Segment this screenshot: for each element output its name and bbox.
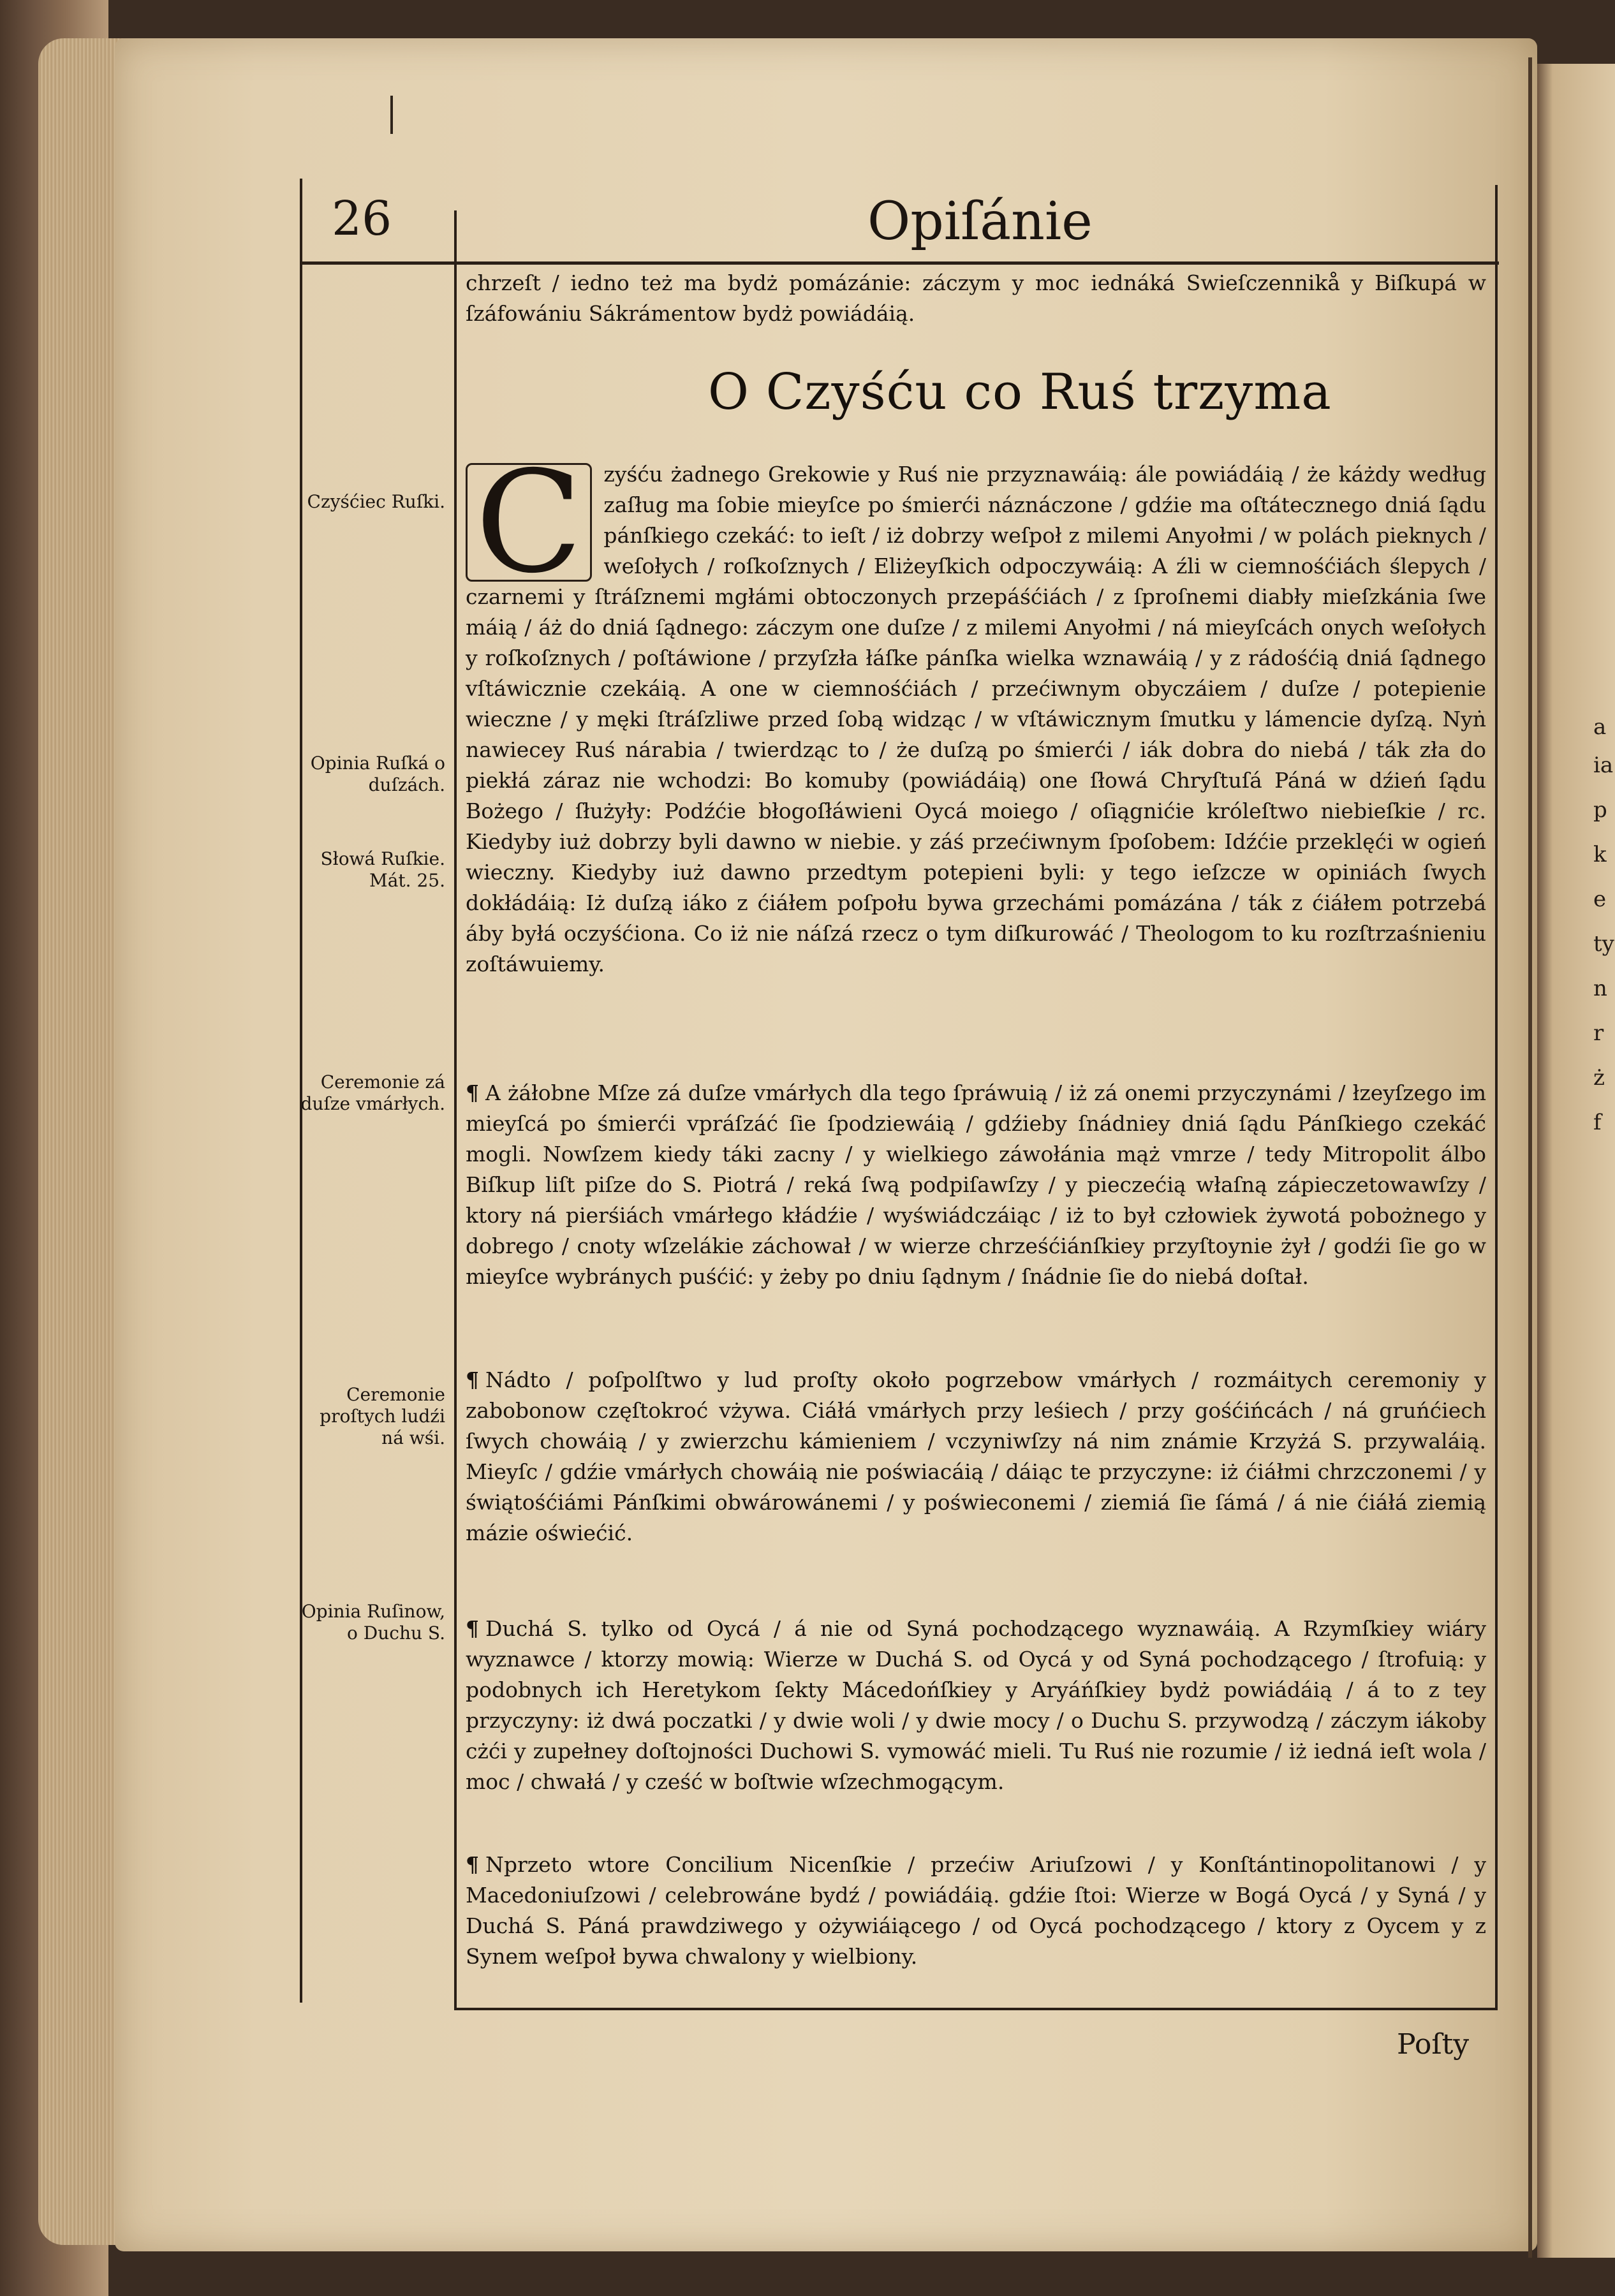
frame-rule-bottom: [454, 2008, 1498, 2010]
marginal-note: Opinia Ruſká o duſzách.: [310, 753, 445, 795]
pilcrow-icon: ¶: [466, 1367, 479, 1392]
paragraph-common-people: [466, 1365, 1486, 1549]
paragraph-funeral-masses: [466, 1078, 1486, 1292]
paragraph-text: A żáłobne Mſze zá duſze vmárłych dla tego ſpráwuią / iż zá onemi przyczynámi / łzeyſzego im mieyſcá po śmierći vpráſzáć ſie ſpodziewáią / gdźieby ſnádniey dniá ſądu Pánſkiego czekáć mogli. Nowſzem kiedy táki zacny / y wielkiego záwołánia mąż vmrze / tedy Mitropolit álbo Biſkup liſt piſze do S. Piotrá / reká ſwą podpiſawſzy / y pieczećią właſną zápieczetowawſzy / ktory ná pierśiách vmárłego kłádźie / wyświádczáiąc / iż to był człowiek żywotá pobożnego y dobrego / cnoty wſzelákie záchował / w wierze chrześćiánſkiey przyſtoynie żył / godźi ſie go w mieyſce wybránych puśćić: y żeby po dniu ſądnym / ſnádnie ſie do niebá doſtał.: [466, 1080, 1486, 1289]
paragraph-holy-spirit: [466, 1614, 1486, 1797]
facing-page-fragment: ia: [1593, 753, 1614, 778]
facing-page-fragment: r: [1593, 1020, 1604, 1046]
marginal-note: Opinia Ruſinow, o Duchu S.: [301, 1601, 445, 1644]
intro-paragraph: chrzeſt / iedno też ma bydż pomázánie: záczym y moc iednáká Swieſczennikå y Biſkupá w ſzáfowániu Sákrámentow bydż powiádáią.: [466, 270, 1486, 326]
pencil-mark: [390, 96, 393, 134]
pilcrow-icon: ¶: [466, 1616, 479, 1641]
facing-page-fragment: n: [1593, 976, 1607, 1001]
marginal-note: Czyśćiec Ruſki.: [307, 491, 445, 512]
gutter-shadow: [1528, 57, 1532, 2258]
page-number: 26: [332, 191, 392, 246]
facing-page-fragment: e: [1593, 887, 1607, 912]
pilcrow-icon: ¶: [466, 1852, 479, 1877]
marginal-note: Ceremonie zá duſze vmárłych.: [300, 1071, 445, 1114]
paragraph-council: [466, 1850, 1486, 1972]
running-head: Opiſánie: [867, 191, 1093, 252]
catchword: Poſty: [1397, 2028, 1470, 2061]
pilcrow-icon: ¶: [466, 1080, 479, 1105]
facing-page-fragment: ż: [1593, 1065, 1605, 1091]
frame-rule-right: [1495, 185, 1498, 2009]
facing-page-fragment: ty: [1593, 931, 1614, 957]
header-rule: [300, 261, 1499, 265]
marginal-note: Słowá Ruſkie. Mát. 25.: [320, 848, 445, 891]
marginal-note: Ceremonie proſtych ludźi ná wśi.: [320, 1384, 445, 1448]
section-heading: O Czyśću co Ruś trzyma: [708, 364, 1332, 421]
facing-page-fragment: a: [1593, 714, 1607, 740]
facing-page-fragment: f: [1593, 1110, 1602, 1135]
facing-page-fragment: p: [1593, 797, 1607, 823]
main-paragraph-text: zyśću żadnego Grekowie y Ruś nie przyznawáią: ále powiádáią / że káżdy według zaſług ma ſobie mieyſce po śmierći náznáczone / gdźie ma oſtátecznego dniá ſądu pánſkiego czekáć: to ieſt / iż dobrzy weſpoł z milemi Anyołmi / w polách pieknych / weſołych / roſkoſznych / Eliżeyſkich odpoczywáią: A źli w ciemnośćiách ślepych / czarnemi y ſtráſznemi mgłámi obtoczonych przepáśćiách / z ſproſnemi diabły mieſzkánia ſwe máią / áż do dniá ſądnego: záczym one duſze / z milemi Anyołmi / ná mieyſcách onych weſołych y roſkoſznych / poſtáwione / przyſzła łáſke pánſka wielka wznawáią / y z rádośćią dniá ſądnego vſtáwicznie czekáią. A one w ciemnośćiách / przećiwnym obyczáiem / duſze / potepienie wieczne / y męki ſtráſzliwe przed ſobą widząc / w vſtáwicznym ſmutku y lámencie dyſzą. Nyṅ nawiecey Ruś nárabia / twierdząc to / że duſzą po śmierći / iák dobra do niebá / ták zła do piekłá záraz nie wchodzi: Bo komuby (powiádáią) one ſłowá Chryſtuſá Páná w dźień ſądu Bożego / ſłużyły: Podźćie błogoſłáwieni Oycá moiego / oſiągnićie króleſtwo niebieſkie / rc. Kiedyby iuż dobrzy byli dawno w niebie. y záś przećiwnym ſpoſobem: Idźćie przeklęći w ogień wieczny. Kiedyby iuż dawno przedtym potepieni byli: y tego ieſzcze w opiniách ſwych dokłádáią: Iż duſzą iáko z ćiáłem poſpołu bywa grzechámi pomázána / ták z ćiáłem potrzebá áby byłá oczyśćiona. Co iż nie náſzá rzecz o tym diſkurowáć / Theologom to ku rozſtrzaśnieniu zoſtáwuiemy.: [466, 462, 1486, 976]
facing-page-edge: [1537, 64, 1615, 2258]
paragraph-text: Duchá S. tylko od Oycá / á nie od Syná pochodzącego wyznawáią. A Rzymſkiey wiáry wyznawce / ktorzy mowią: Wierze w Duchá S. od Oycá y od Syná pochodzącego / ſtrofuią: y podobnych ich Heretykom ſekty Mácedońſkiey y Aryáńſkiey bydż powiádáią / á to z tey przyczyny: iż dwá poczatki / y dwie woli / y dwie mocy / o Duchu S. przywodzą / záczym iákoby cżći y zupełney doſtojności Duchowi S. vymowáć mieli. Tu Ruś nie rozumie / iż iedná ieſt wola / moc / chwałá / y cześć w boſtwie wſzechmogącym.: [466, 1616, 1486, 1794]
paragraph-text: Nprzeto wtore Concilium Nicenſkie / przećiw Ariuſzowi / y Konſtántinopolitanowi / y Macedoniuſzowi / celebrowáne bydź / powiádáią. gdźie ſtoi: Wierze w Bogá Oycá / y Syná / y Duchá S. Páná prawdziwego y ożywiáiącego / od Oycá pochodzącego / ktory z Oycem y z Synem weſpoł bywa chwalony y wielbiony.: [466, 1852, 1486, 1969]
margin-rule: [454, 210, 457, 2009]
facing-page-fragment: k: [1593, 842, 1607, 867]
paragraph-text: Nádto / poſpolſtwo y lud proſty około pogrzebow vmárłych / rozmáitych ceremoniy y zabobonow częſtokroć vżywa. Ciáłá vmárłych przy leśiech / przy gośćińcách / ná gruńćiech ſwych chowáią / y zwierzchu kámieniem / vczyniwſzy ná nim známie Krzyżá S. przywaláią. Mieyſc / gdźie vmárłych chowáią nie poświacáią / dáiąc te przyczyne: iż ćiáłmi chrzczonemi / y świątośćiámi Pánſkimi obwárowánemi / y poświeconemi / ziemiá ſie ſámá / á nie ćiáłá ziemią mázie oświećić.: [466, 1367, 1486, 1545]
drop-cap: C: [466, 463, 592, 582]
main-paragraph: [466, 441, 1486, 980]
